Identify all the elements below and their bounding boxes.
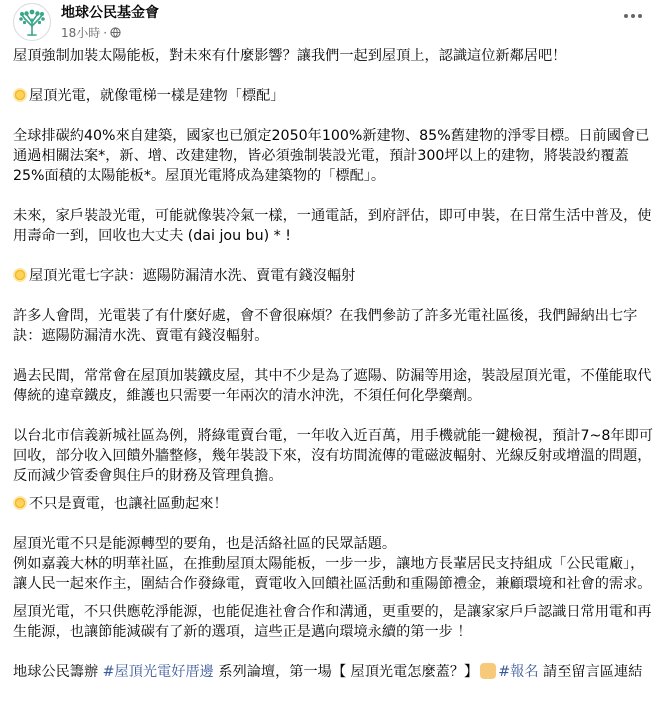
body-paragraph: 未來，家戶裝設光電，可能就像裝冷氣一樣，一通電話，到府評估，即可申裝，在日常生活中普及，使用壽命一到，回收也大丈夫 (dai jou bu) * ! — [13, 208, 652, 244]
post-timestamp[interactable]: 18小時 — [61, 26, 101, 40]
more-dot — [631, 14, 635, 18]
body-paragraph: 過去民間，常常會在屋頂加裝鐵皮屋，其中不少是為了遮陽、防漏等用途，裝設屋頂光電，不僅能取代傳統的違章鐵皮，維護也只需要一年兩次的清水沖洗，不須任何化學藥劑。 — [13, 368, 652, 404]
closing-paragraph — [13, 662, 657, 682]
page-avatar[interactable] — [13, 3, 51, 41]
section-heading-text: 不只是賣電，也讓社區動起來！ — [29, 496, 228, 512]
sun-emoji-icon — [13, 268, 27, 282]
body-paragraph: 屋頂光電，不只供應乾淨能源，也能促進社會合作和溝通，更重要的，是讓家家戶戶認識日常用電和再生能源，也讓節能減碳有了新的選項，這些正是邁向環境永續的第一步 ！ — [13, 604, 652, 640]
body-paragraph: 例如嘉義大林的明華社區，在推動屋頂太陽能板，一步一步，讓地方長輩居民支持組成「公民電廠」，讓人民一起來作主，圍結合作發綠電，賣電收入回饋社區活動和重陽節禮金，兼顧環境和社會的需求。 — [13, 556, 652, 592]
globe-icon — [110, 27, 121, 38]
hashtag-link[interactable]: #屋頂光電好厝邊 — [102, 664, 214, 680]
body-paragraph: 許多人會問，光電裝了有什麼好處，會不會很麻煩？在我們參訪了許多光電社區後，我們歸納出七字訣：遮陽防漏清水洗、賣電有錢沒輻射。 — [13, 308, 638, 344]
more-dots-icon — [624, 14, 628, 18]
section-heading — [13, 86, 657, 106]
closing-text: 系列論壇，第一場【 屋頂光電怎麼蓋？】 — [213, 664, 479, 680]
meta-separator: · — [103, 25, 108, 40]
section-heading — [13, 266, 657, 286]
body-paragraph: 全球排碳約40%來自建築，國家也已頒定2050年100%新建物、85%舊建物的淨零目標。日前國會已通過相關法案*，新、增、改建建物，皆必須強制裝設光電，預計300坪以上的建物，將裝設約覆蓋25%面積的太陽能板*。屋頂光電將成為建築物的「標配」。 — [13, 128, 650, 184]
hashtag-link[interactable]: #報名 — [498, 664, 539, 680]
post-meta — [61, 24, 121, 41]
section-heading — [13, 494, 657, 514]
section-heading-text: 屋頂光電，就像電梯一樣是建物「標配」 — [29, 88, 285, 104]
intro-paragraph: 屋頂強制加裝太陽能板，對未來有什麼影響？讓我們一起到屋頂上，認識這位新鄰居吧！ — [13, 48, 567, 64]
post-header — [0, 0, 667, 44]
sun-emoji-icon — [13, 88, 27, 102]
post-body — [13, 46, 657, 682]
tree-logo-icon — [14, 4, 50, 40]
hand-emoji-icon — [480, 663, 496, 679]
post-options-button[interactable] — [619, 6, 647, 26]
page-name-link[interactable]: 地球公民基金會 — [61, 5, 159, 21]
body-paragraph: 屋頂光電不只是能源轉型的要角，也是活絡社區的民眾話題。 — [13, 536, 397, 552]
more-dot — [638, 14, 642, 18]
body-paragraph: 以台北市信義新城社區為例，將綠電賣台電，一年收入近百萬，用手機就能一鍵檢視，預計7~8年即可回收，部分收入回饋外牆整修，幾年裝設下來，沒有坊間流傳的電磁波輻射、光線反射或增溫的問題，反而減少管委會與住戶的財務及管理負擔。 — [13, 428, 654, 484]
section-heading-text: 屋頂光電七字訣：遮陽防漏清水洗、賣電有錢沒輻射 — [29, 268, 356, 284]
closing-text: 地球公民籌辦 — [13, 664, 103, 680]
closing-text: 請至留言區連結 — [538, 664, 643, 680]
sun-emoji-icon — [13, 496, 27, 510]
